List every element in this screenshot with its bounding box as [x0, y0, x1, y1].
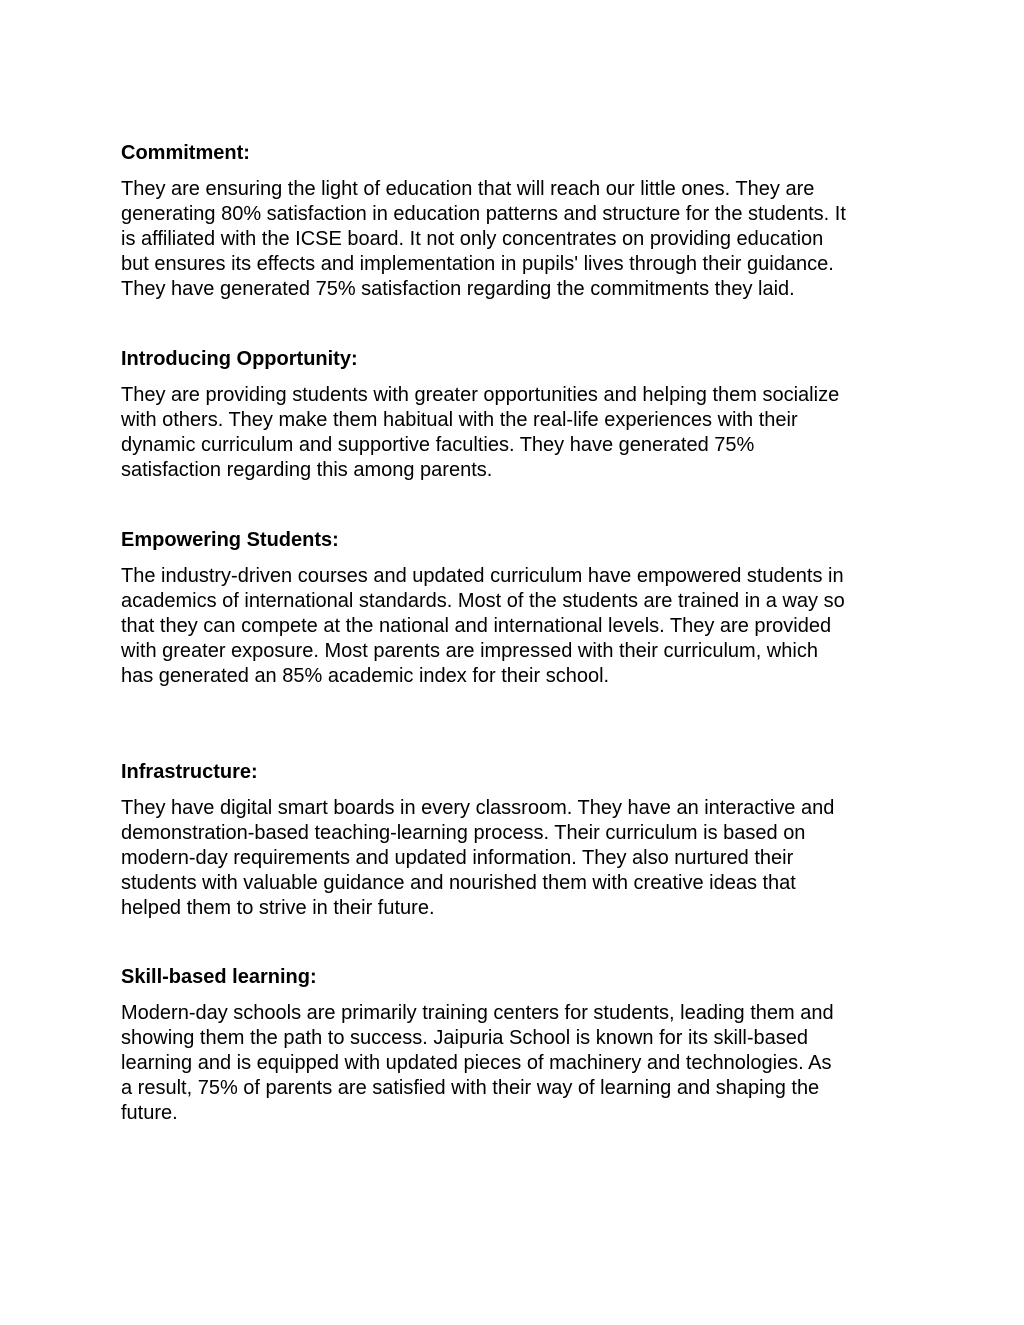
paragraph-line: modern-day requirements and updated information. They also nurtured their [121, 847, 794, 869]
paragraph-line: a result, 75% of parents are satisfied with their way of learning and shaping the [121, 1077, 820, 1099]
paragraph-line: They have generated 75% satisfaction regarding the commitments they laid. [121, 278, 795, 300]
paragraph-line: The industry-driven courses and updated curriculum have empowered students in [121, 565, 844, 587]
section-paragraph [121, 564, 911, 689]
section-skill-based-learning [121, 965, 911, 1126]
section-paragraph [121, 177, 911, 302]
paragraph-line: generating 80% satisfaction in education patterns and structure for the students. It [121, 203, 846, 225]
paragraph-line: demonstration-based teaching-learning process. Their curriculum is based on [121, 822, 806, 844]
section-paragraph [121, 1001, 911, 1126]
paragraph-line: with greater exposure. Most parents are impressed with their curriculum, which [121, 640, 818, 662]
section-heading: Infrastructure: [121, 761, 258, 783]
paragraph-line: satisfaction regarding this among parents. [121, 459, 493, 481]
paragraph-line: showing them the path to success. Jaipuria School is known for its skill-based [121, 1027, 809, 1049]
paragraph-line: helped them to strive in their future. [121, 897, 435, 919]
paragraph-line: with others. They make them habitual with the real-life experiences with their [121, 409, 798, 431]
paragraph-line: Modern-day schools are primarily training centers for students, leading them and [121, 1002, 834, 1024]
paragraph-line: is affiliated with the ICSE board. It not only concentrates on providing education [121, 228, 824, 250]
section-commitment [121, 141, 911, 302]
section-infrastructure [121, 760, 911, 921]
paragraph-line: academics of international standards. Most of the students are trained in a way so [121, 590, 845, 612]
paragraph-line: but ensures its effects and implementation in pupils' lives through their guidance. [121, 253, 834, 275]
paragraph-line: that they can compete at the national and international levels. They are provided [121, 615, 832, 637]
paragraph-line: dynamic curriculum and supportive faculties. They have generated 75% [121, 434, 755, 456]
paragraph-line: They are providing students with greater opportunities and helping them socialize [121, 384, 840, 406]
paragraph-line: students with valuable guidance and nourished them with creative ideas that [121, 872, 796, 894]
paragraph-line: has generated an 85% academic index for their school. [121, 665, 610, 687]
section-heading: Commitment: [121, 142, 250, 164]
paragraph-line: They are ensuring the light of education that will reach our little ones. They are [121, 178, 815, 200]
section-introducing-opportunity [121, 347, 911, 483]
section-heading: Skill-based learning: [121, 966, 317, 988]
section-heading: Introducing Opportunity: [121, 348, 358, 370]
section-empowering-students [121, 528, 911, 689]
section-paragraph [121, 796, 911, 921]
section-heading: Empowering Students: [121, 529, 339, 551]
paragraph-line: They have digital smart boards in every classroom. They have an interactive and [121, 797, 835, 819]
section-paragraph [121, 383, 911, 483]
paragraph-line: future. [121, 1102, 178, 1124]
paragraph-line: learning and is equipped with updated pieces of machinery and technologies. As [121, 1052, 832, 1074]
